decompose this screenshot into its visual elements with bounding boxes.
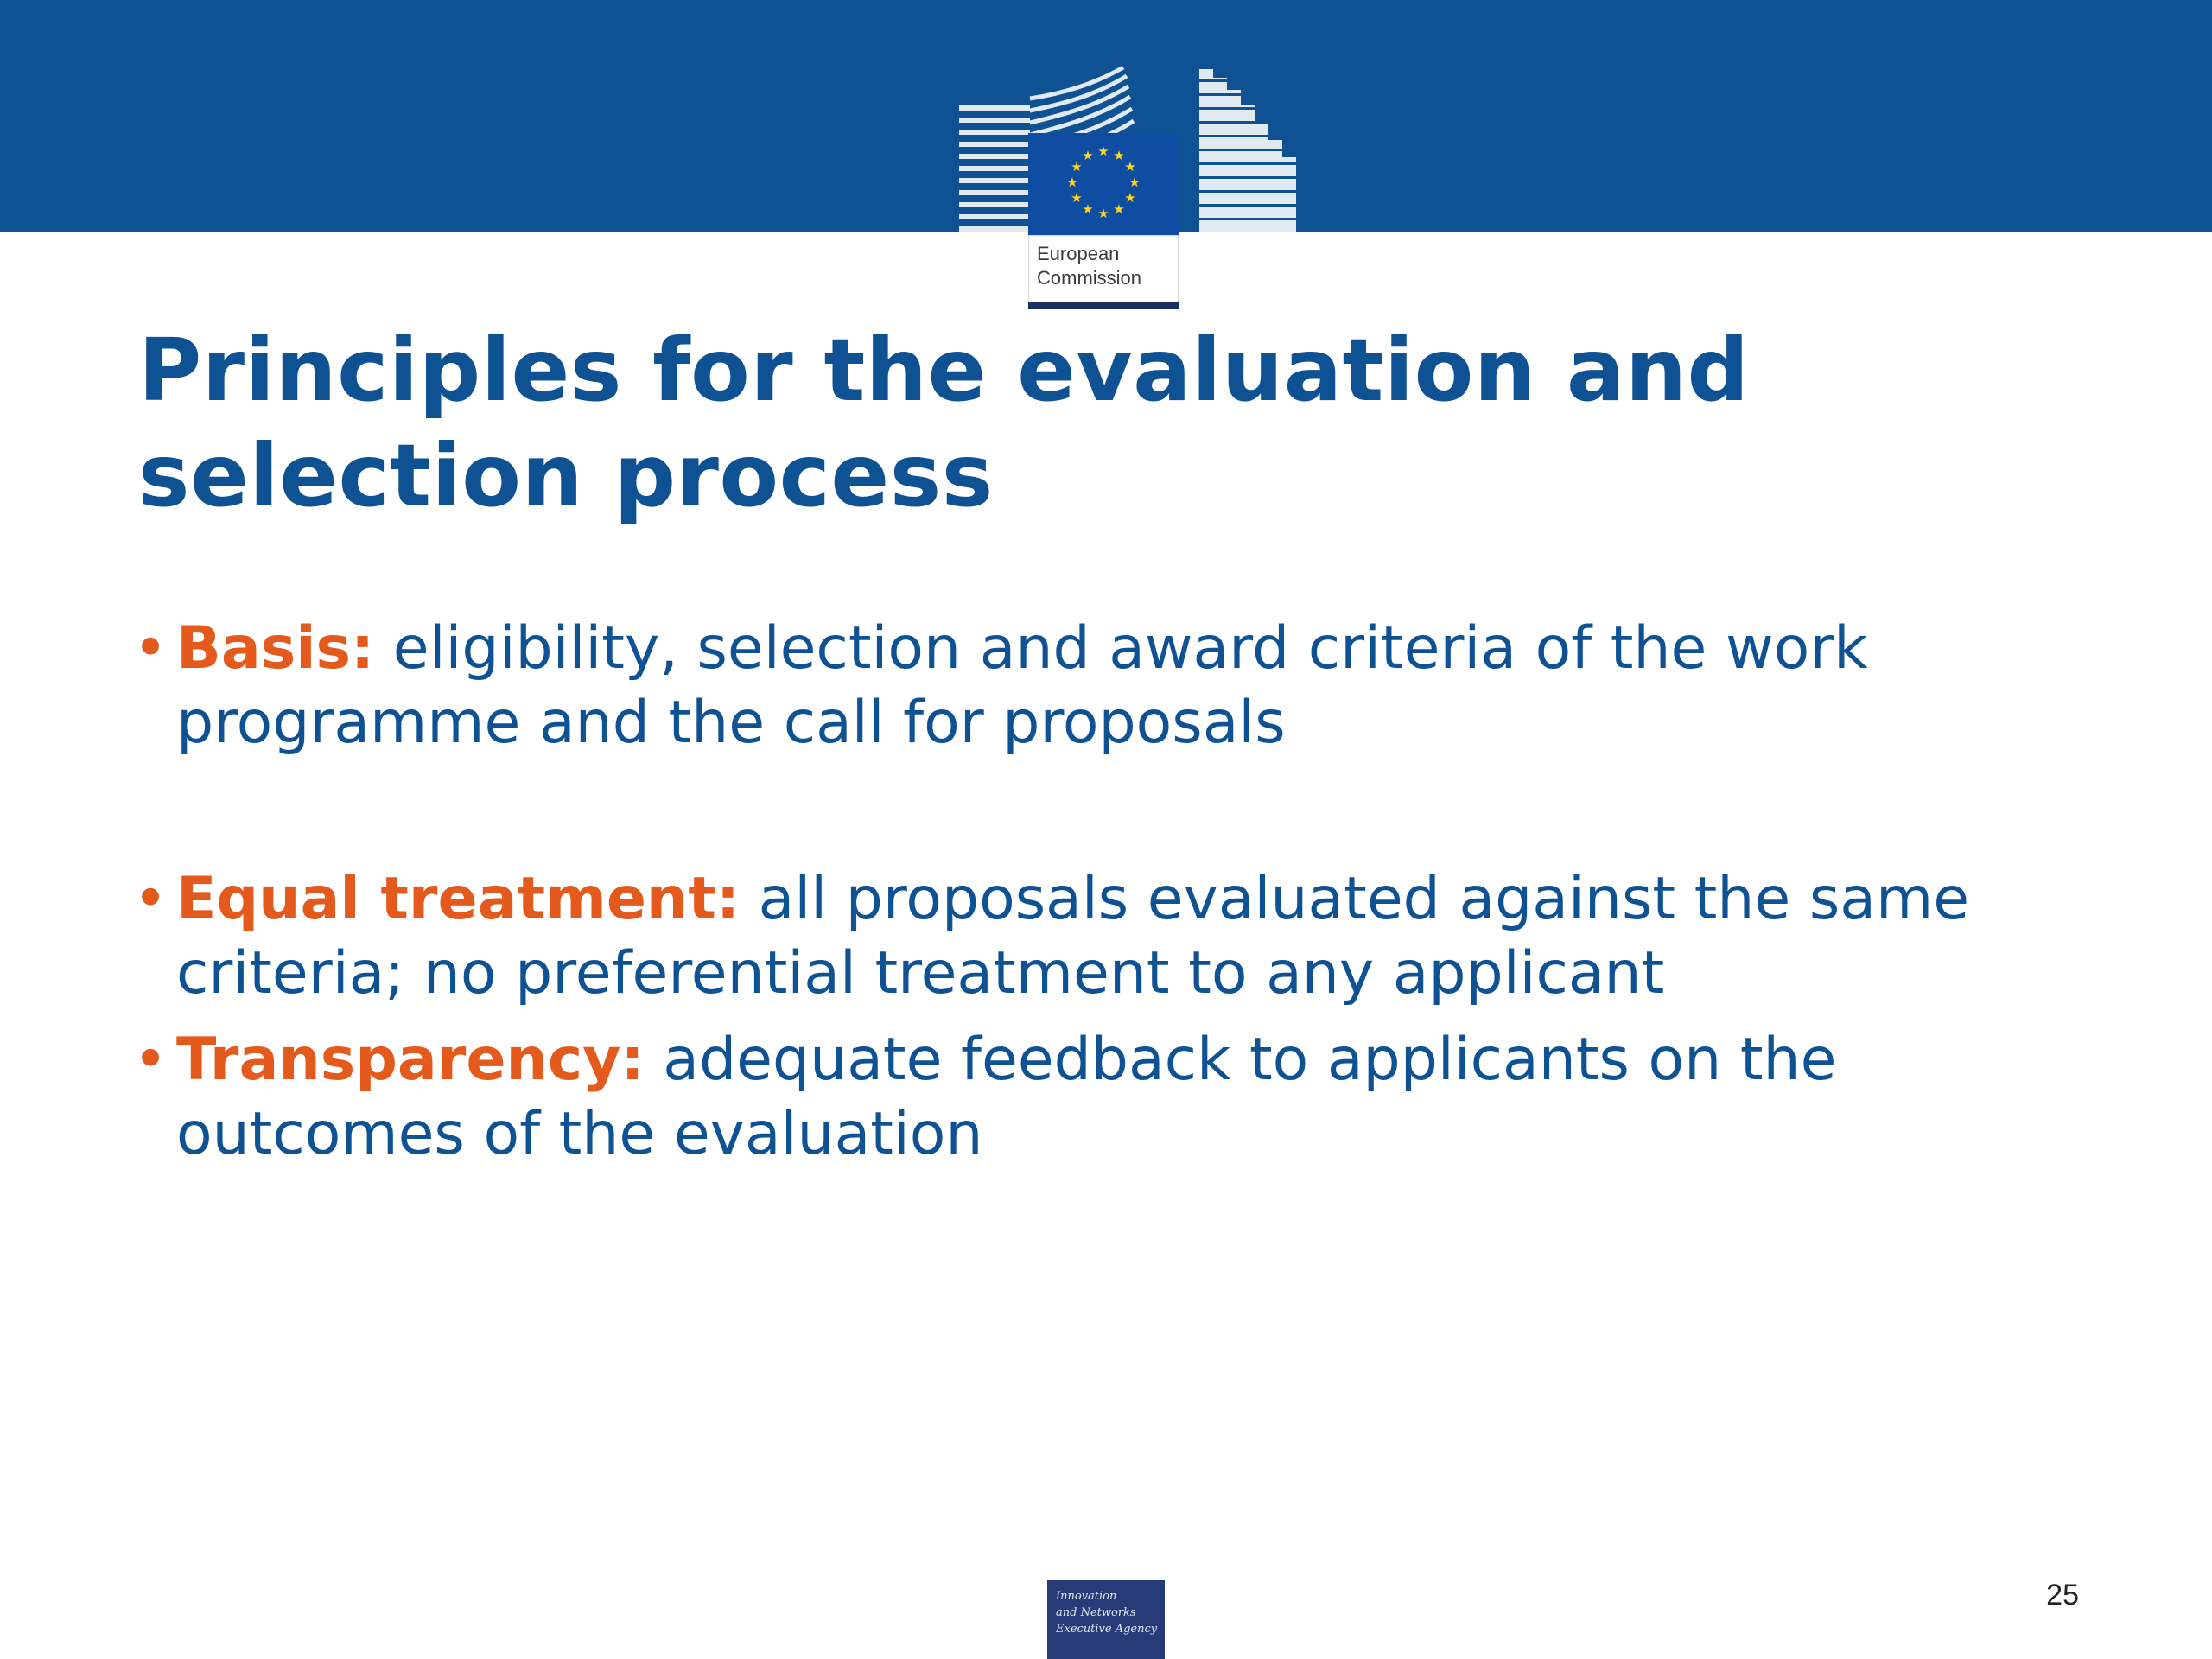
svg-text:★: ★ [1082, 148, 1094, 163]
european-commission-logo [950, 60, 1313, 307]
principles-list [130, 612, 2117, 1172]
svg-text:★: ★ [1066, 175, 1078, 190]
bullet-text-equal-treatment: all proposals evaluated against the same criteria; no preferential treatment to any applicant [176, 865, 1970, 1007]
svg-text:★: ★ [1124, 190, 1136, 206]
svg-text:★: ★ [1082, 201, 1094, 217]
svg-text:★: ★ [1097, 143, 1109, 159]
bullet-label-basis: Basis: [176, 614, 375, 683]
bullet-transparency [130, 1023, 2117, 1172]
svg-text:★: ★ [1124, 159, 1136, 175]
bullet-text-transparency: adequate feedback to applicants on the outcomes of the evaluation [176, 1026, 1837, 1168]
svg-text:★: ★ [1128, 175, 1141, 190]
inea-agency-logo [1047, 1580, 1165, 1659]
eu-flag [1028, 133, 1179, 235]
slide-title: Principles for the evaluation and selection process [138, 320, 1750, 526]
eu-stars-icon [1028, 133, 1179, 235]
bullet-dot-icon: • [133, 1026, 168, 1094]
bullet-equal-treatment [130, 862, 2117, 1011]
bullet-dot-icon: • [133, 614, 168, 683]
agency-logo-text: Innovation and Networks Executive Agency [1056, 1590, 1158, 1636]
svg-text:★: ★ [1071, 159, 1083, 175]
bullet-basis [130, 612, 2117, 760]
svg-text:★: ★ [1113, 201, 1125, 217]
page-number: 25 [2046, 1579, 2079, 1611]
bullet-dot-icon: • [133, 865, 168, 933]
svg-text:★: ★ [1071, 190, 1083, 206]
bullet-text-basis: eligibility, selection and award criteria of the work programme and the call for proposals [176, 614, 1868, 757]
svg-text:★: ★ [1113, 148, 1125, 163]
bullet-label-equal-treatment: Equal treatment: [176, 865, 741, 933]
ec-logo-label-box [1028, 235, 1179, 309]
svg-text:★: ★ [1097, 206, 1109, 221]
ec-logo-label: European Commission [1037, 243, 1142, 289]
bullet-label-transparency: Transparency: [176, 1026, 645, 1094]
